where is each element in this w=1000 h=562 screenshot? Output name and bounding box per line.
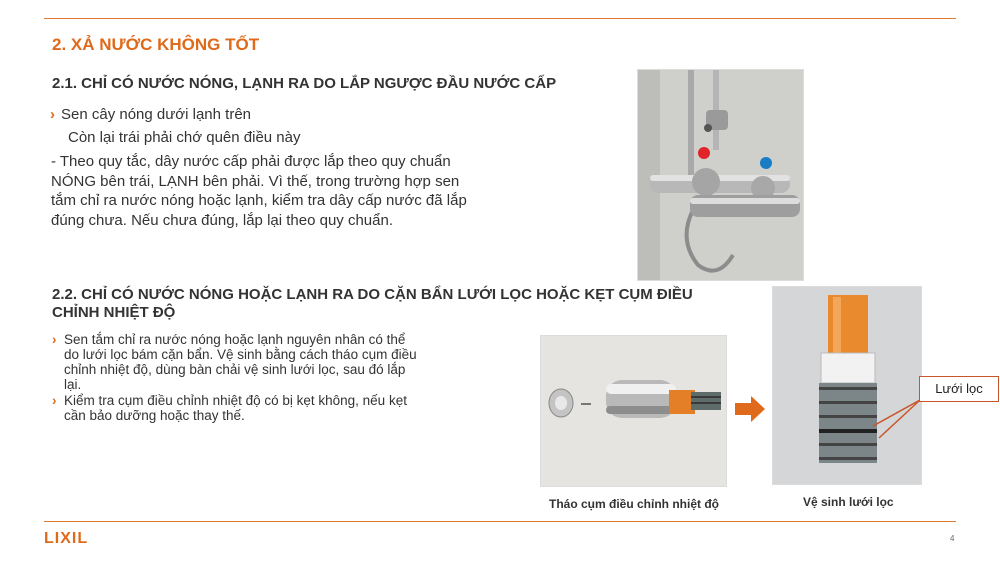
cartridge-filter-photo xyxy=(772,286,922,485)
top-rule xyxy=(44,18,956,19)
section2-heading: 2.2. CHỈ CÓ NƯỚC NÓNG HOẶC LẠNH RA DO CẶN BẨN LƯỚI LỌC HOẶC KẸT CỤM ĐIỀU CHỈNH NHIỆT ĐỘ xyxy=(52,286,693,321)
chevron-right-icon: › xyxy=(50,106,55,123)
disassembled-cartridge-photo xyxy=(540,335,727,487)
section1-bullet-text: Sen cây nóng dưới lạnh trên xyxy=(61,106,251,123)
hot-indicator xyxy=(698,147,710,159)
section1-heading: 2.1. CHỈ CÓ NƯỚC NÓNG, LẠNH RA DO LẮP NGƯỢC ĐẦU NƯỚC CẤP xyxy=(52,75,557,92)
section2-bullet-2-text: Kiểm tra cụm điều chỉnh nhiệt độ có bị kẹt không, nếu kẹt cần bảo dưỡng hoặc thay thế. xyxy=(64,393,407,423)
lixil-logo: LIXIL xyxy=(44,530,89,547)
section1-bullet xyxy=(50,104,251,126)
shower-mixer-photo xyxy=(637,69,804,281)
chevron-right-icon: › xyxy=(52,332,57,347)
filter-callout-label: Lưới lọc xyxy=(919,376,999,402)
caption-clean-filter: Vệ sinh lưới lọc xyxy=(803,495,894,509)
section1-paragraph: - Theo quy tắc, dây nước cấp phải được lắp theo quy chuẩn NÓNG bên trái, LẠNH bên phải. Vì thế, trong trường hợp sen tắm chỉ ra nước nóng hoặc lạnh, kiểm tra dây cấp nước đã lắp đúng chưa. Nếu chưa đúng, lắp lại theo quy chuẩn. xyxy=(51,153,467,229)
caption-disassemble: Tháo cụm điều chỉnh nhiệt độ xyxy=(549,497,719,511)
arrow-right-icon xyxy=(735,396,765,422)
section2-bullet-1-text: Sen tắm chỉ ra nước nóng hoặc lạnh nguyên nhân có thể do lưới lọc bám cặn bẩn. Vệ sinh bằng cách tháo cụm điều chỉnh nhiệt độ, dùng bàn chải vệ sinh lưới lọc, sau đó lắp lại. xyxy=(64,332,417,392)
bottom-rule xyxy=(44,521,956,522)
callout-pointer xyxy=(865,390,925,450)
slide-title: 2. XẢ NƯỚC KHÔNG TỐT xyxy=(52,35,260,54)
chevron-right-icon: › xyxy=(52,393,57,408)
cold-indicator xyxy=(760,157,772,169)
page-number: 4 xyxy=(950,534,955,543)
section2-bullet-2 xyxy=(52,393,424,423)
section2-bullet-list xyxy=(52,332,424,424)
section2-bullet-1 xyxy=(52,332,424,392)
section1-bullet-cont: Còn lại trái phải chớ quên điều này xyxy=(68,129,301,146)
